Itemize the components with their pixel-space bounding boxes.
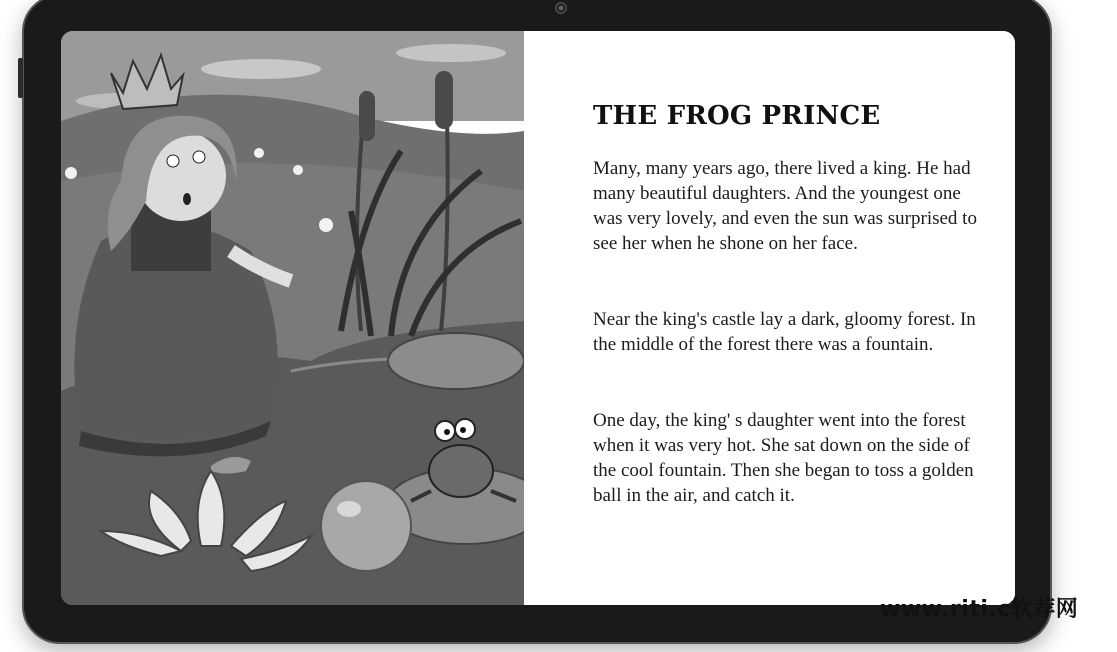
tablet-screen <box>61 31 1015 605</box>
lily-pad <box>388 333 524 389</box>
tablet-side-button <box>18 58 23 98</box>
cloud <box>396 44 506 62</box>
golden-ball <box>321 481 411 571</box>
story-paragraph: Near the king's castle lay a dark, gloomy forest. In the middle of the forest there was a fountain. <box>593 309 976 355</box>
story-paragraph: One day, the king' s daughter went into the forest when it was very hot. She sat down on the side of the cool fountain. Then she began to toss a golden ball in the air, and catch it. <box>593 410 974 506</box>
cloud <box>201 59 321 79</box>
watermark: www.riti.c软荐网 <box>880 597 1079 622</box>
story-title: THE FROG PRINCE <box>593 101 881 131</box>
story-illustration <box>61 31 524 605</box>
story-paragraph: Many, many years ago, there lived a king. He had many beautiful daughters. And the youngest one was very lovely, and even the sun was surprised to see her when he shone on her face. <box>593 158 977 254</box>
story-page <box>524 31 1015 605</box>
front-camera <box>555 2 567 14</box>
